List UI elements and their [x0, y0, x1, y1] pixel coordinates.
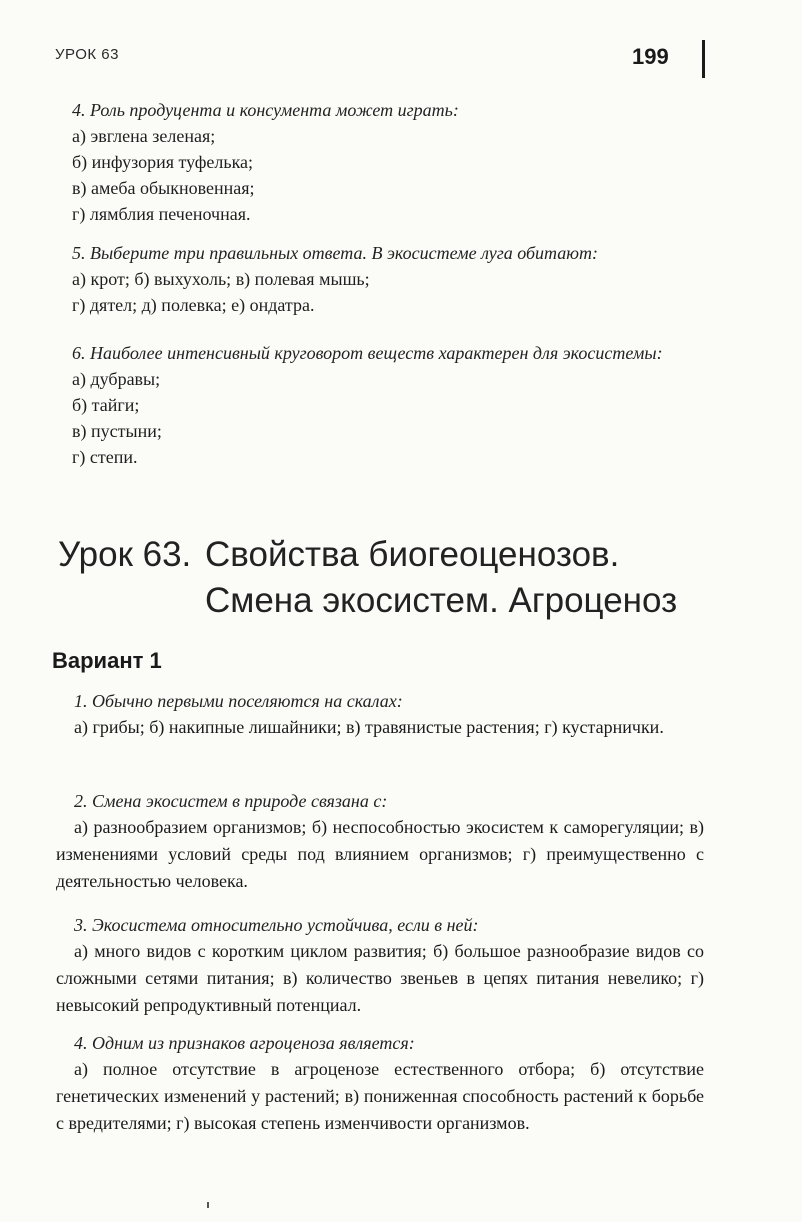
lesson-heading	[58, 532, 738, 624]
answer-option: а) дубравы;	[72, 369, 161, 389]
variant-question-4	[56, 1030, 704, 1137]
question-text: 1. Обычно первыми поселяются на скалах:	[74, 691, 403, 711]
lesson-title-line-1: Свойства биогеоценозов.	[205, 535, 620, 574]
answer-text: а) грибы; б) накипные лишайники; в) травянистые растения; г) кустарнички.	[74, 717, 664, 737]
variant-question-2	[56, 788, 704, 895]
page-number: 199	[632, 44, 669, 69]
lesson-title-line-2: Смена экосистем. Агроценоз	[205, 581, 678, 620]
question-block-5	[72, 240, 712, 318]
question-text: 5. Выберите три правильных ответа. В экосистеме луга обитают:	[72, 243, 598, 263]
answer-option: б) инфузория туфелька;	[72, 152, 254, 172]
answer-text: а) разнообразием организмов; б) неспособностью экосистем к саморегуляции; в) изменениями условий среды под влиянием организмов; г) преимущественно с деятельностью человека.	[56, 817, 704, 891]
answer-option: г) лямблия печеночная.	[72, 204, 251, 224]
variant-heading: Вариант 1	[52, 648, 162, 673]
variant-question-3	[56, 912, 704, 1019]
scan-speck	[207, 1202, 209, 1208]
question-text: 4. Одним из признаков агроценоза является:	[74, 1033, 415, 1053]
answer-text: а) много видов с коротким циклом развития; б) большое разнообразие видов со сложными сетями питания; в) количество звеньев в цепях питания невелико; г) невысокий репродуктивный потенциал.	[56, 941, 704, 1015]
answer-option: в) пустыни;	[72, 421, 162, 441]
answer-option: б) тайги;	[72, 395, 140, 415]
answer-text: а) полное отсутствие в агроценозе естественного отбора; б) отсутствие генетических изменений у растений; в) пониженная способность растений к борьбе с вредителями; г) высокая степень изменчивости организмов.	[56, 1059, 704, 1133]
answer-option: г) степи.	[72, 447, 138, 467]
question-text: 6. Наиболее интенсивный круговорот веществ характерен для экосистемы:	[72, 343, 663, 363]
variant-question-1	[56, 688, 704, 741]
answer-option: а) крот; б) выхухоль; в) полевая мышь;	[72, 269, 370, 289]
question-text: 2. Смена экосистем в природе связана с:	[74, 791, 388, 811]
running-header: УРОК 63	[55, 46, 119, 63]
question-block-4	[72, 97, 712, 227]
answer-option: а) эвглена зеленая;	[72, 126, 216, 146]
answer-option: в) амеба обыкновенная;	[72, 178, 255, 198]
answer-option: г) дятел; д) полевка; е) ондатра.	[72, 295, 315, 315]
question-block-6	[72, 340, 708, 470]
question-text: 3. Экосистема относительно устойчива, если в ней:	[74, 915, 479, 935]
header-rule	[702, 40, 705, 78]
lesson-number: Урок 63.	[58, 535, 192, 574]
question-text: 4. Роль продуцента и консумента может играть:	[72, 100, 459, 120]
